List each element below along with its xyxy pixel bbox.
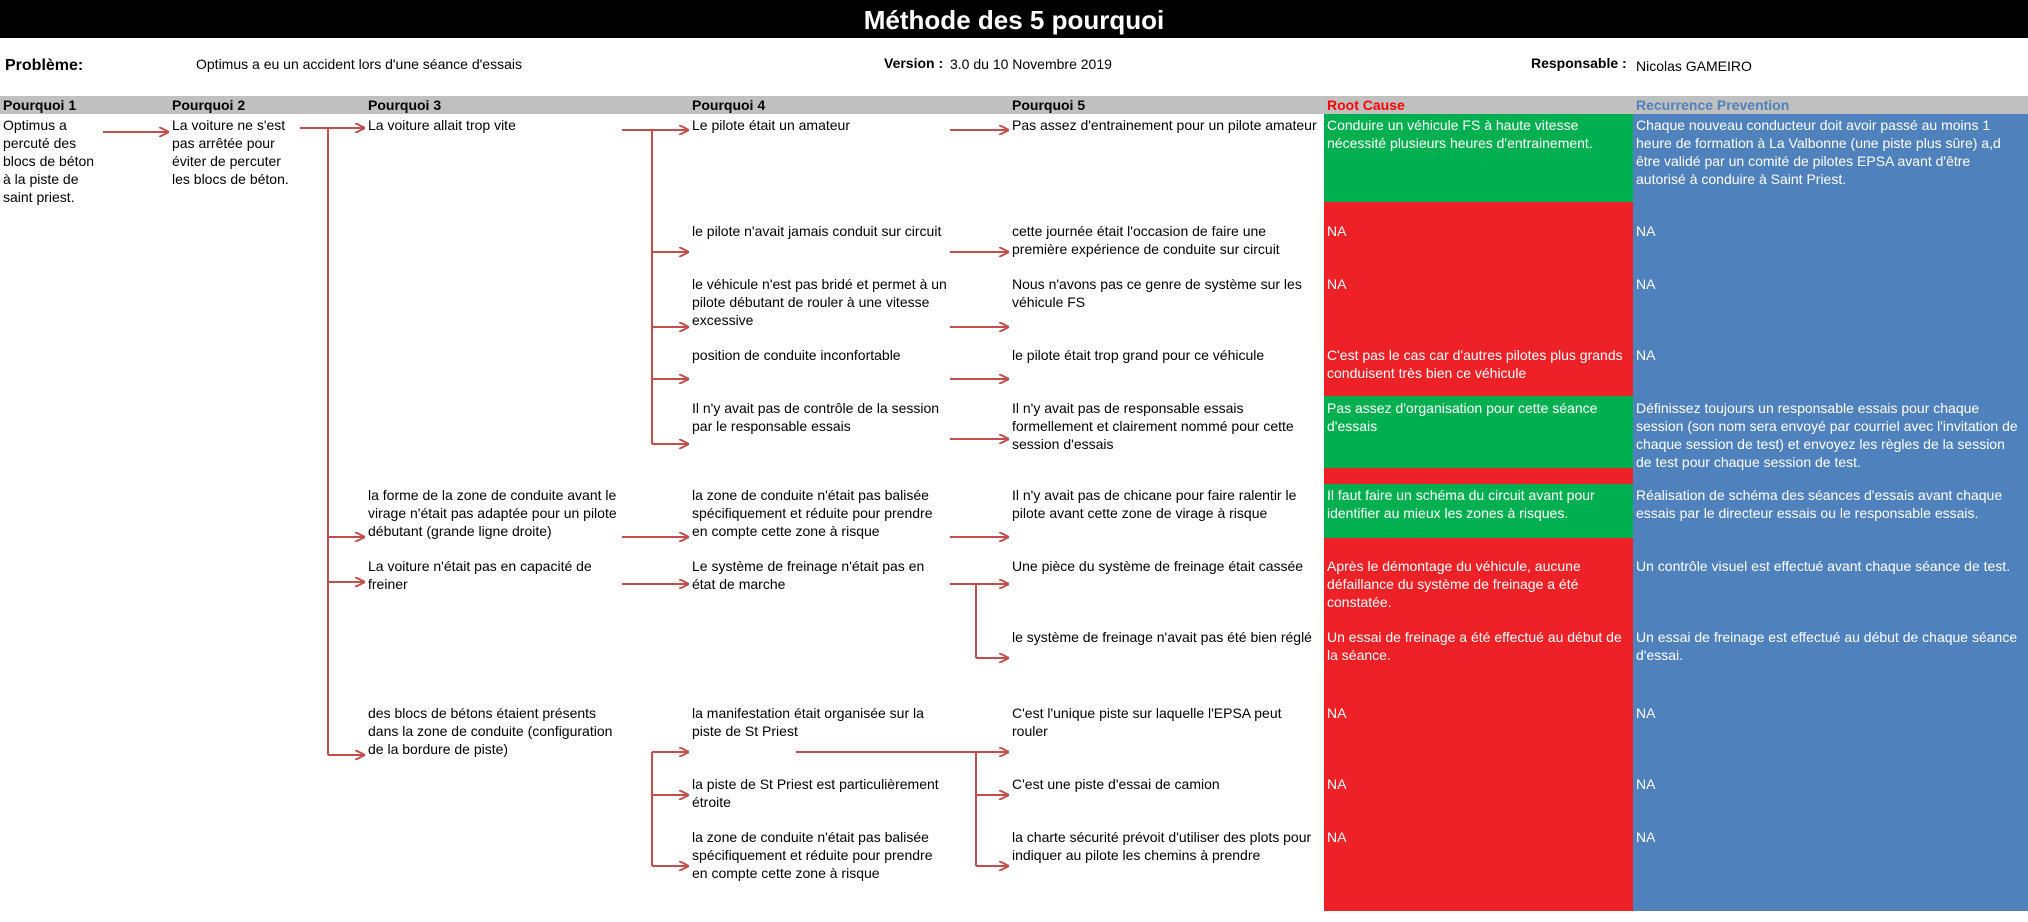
pourquoi-3-item: des blocs de bétons étaient présents dans la zone de conduite (configuration de la bordure de piste)	[368, 705, 617, 757]
col-head-pourquoi-5: Pourquoi 5	[1012, 97, 1086, 113]
pourquoi-5-item: C'est une piste d'essai de camion	[1012, 776, 1220, 792]
probleme-label: Problème:	[5, 57, 84, 74]
pourquoi-5-item: le système de freinage n'avait pas été bien réglé	[1012, 629, 1312, 645]
pourquoi-4-item: le pilote n'avait jamais conduit sur circuit	[692, 223, 942, 239]
pourquoi-4-item: la zone de conduite n'était pas balisée spécifiquement et réduite pour prendre en compte cette zone à risque	[692, 487, 937, 539]
pourquoi-5-item: Il n'y avait pas de chicane pour faire ralentir le pilote avant cette zone de virage à risque	[1012, 487, 1301, 521]
pourquoi-4-item: la piste de St Priest est particulièrement étroite	[692, 776, 943, 810]
prevention-item: NA	[1636, 223, 1656, 239]
prevention-item: NA	[1636, 829, 1656, 845]
pourquoi-2-text: La voiture ne s'est pas arrêtée pour éviter de percuter les blocs de béton.	[172, 117, 290, 187]
col-head-recurrence-prevention: Recurrence Prevention	[1636, 97, 1790, 113]
version-value: 3.0 du 10 Novembre 2019	[950, 56, 1112, 72]
prevention-item: Un contrôle visuel est effectué avant chaque séance de test.	[1636, 558, 2011, 574]
root-cause-item: Après le démontage du véhicule, aucune défaillance du système de freinage a été constatée.	[1327, 558, 1585, 610]
root-cause-item: C'est pas le cas car d'autres pilotes plus grands conduisent très bien ce véhicule	[1327, 347, 1627, 381]
pourquoi-5-item: cette journée était l'occasion de faire une première expérience de conduite sur circuit	[1012, 223, 1280, 257]
pourquoi-5-item: le pilote était trop grand pour ce véhicule	[1012, 347, 1265, 363]
root-cause-item: Pas assez d'organisation pour cette séance d'essais	[1327, 400, 1602, 434]
col-head-pourquoi-1: Pourquoi 1	[3, 97, 77, 113]
pourquoi-3-item: La voiture n'était pas en capacité de freiner	[368, 558, 596, 592]
prevention-item: Réalisation de schéma des séances d'essais avant chaque essais par le directeur essais ou le responsable essais.	[1636, 487, 2007, 521]
prevention-item: Un essai de freinage est effectué au début de chaque séance d'essai.	[1636, 629, 2022, 663]
pourquoi-4-item: Il n'y avait pas de contrôle de la session par le responsable essais	[692, 400, 943, 434]
col-head-pourquoi-3: Pourquoi 3	[368, 97, 442, 113]
root-cause-item: NA	[1327, 829, 1347, 845]
pourquoi-4-item: le véhicule n'est pas bridé et permet à un pilote débutant de rouler à une vitesse excessive	[692, 276, 951, 328]
root-cause-item: NA	[1327, 276, 1347, 292]
root-cause-item: Il faut faire un schéma du circuit avant pour identifier au mieux les zones à risques.	[1327, 487, 1599, 521]
root-cause-item: Un essai de freinage a été effectué au début de la séance.	[1327, 629, 1626, 663]
pourquoi-1-text: Optimus a percuté des blocs de béton à la piste de saint priest.	[3, 117, 98, 205]
probleme-value: Optimus a eu un accident lors d'une séance d'essais	[196, 56, 522, 72]
pourquoi-4-item: la manifestation était organisée sur la piste de St Priest	[692, 705, 928, 739]
pourquoi-5-item: Une pièce du système de freinage était cassée	[1012, 558, 1304, 574]
pourquoi-3-item: la forme de la zone de conduite avant le virage n'était pas adaptée pour un pilote débutant (grande ligne droite)	[368, 487, 621, 539]
responsable-label: Responsable :	[1531, 55, 1627, 71]
root-cause-item: NA	[1327, 223, 1347, 239]
pourquoi-3-item: La voiture allait trop vite	[368, 117, 516, 133]
responsable-value: Nicolas GAMEIRO	[1636, 58, 1752, 74]
pourquoi-5-item: la charte sécurité prévoit d'utiliser des plots pour indiquer au pilote les chemins à prendre	[1012, 829, 1316, 863]
pourquoi-5-item: Nous n'avons pas ce genre de système sur les véhicule FS	[1012, 276, 1306, 310]
pourquoi-4-item: position de conduite inconfortable	[692, 347, 901, 363]
root-cause-item: NA	[1327, 776, 1347, 792]
prevention-item: NA	[1636, 276, 1656, 292]
pourquoi-4-item: la zone de conduite n'était pas balisée spécifiquement et réduite pour prendre en compte cette zone à risque	[692, 829, 937, 881]
pourquoi-4-item: Le système de freinage n'était pas en état de marche	[692, 558, 929, 592]
prevention-item: Chaque nouveau conducteur doit avoir passé au moins 1 heure de formation à La Valbonne (une piste plus sûre) a,d être validé par un comité de pilotes EPSA avant d'être autorisé à conduire à Saint Priest.	[1636, 117, 2005, 187]
pourquoi-5-item: Il n'y avait pas de responsable essais formellement et clairement nommé pour cette session d'essais	[1012, 400, 1298, 452]
col-head-pourquoi-2: Pourquoi 2	[172, 97, 246, 113]
col-head-pourquoi-4: Pourquoi 4	[692, 97, 766, 113]
pourquoi-5-item: C'est l'unique piste sur laquelle l'EPSA peut rouler	[1012, 705, 1286, 739]
root-cause-item: NA	[1327, 705, 1347, 721]
prevention-item: NA	[1636, 347, 1656, 363]
prevention-item: Définissez toujours un responsable essais pour chaque session (son nom sera envoyé par courriel avec l'invitation de chaque session de test) et envoyez les règles de la session de test pour chaque session de test.	[1636, 400, 2022, 470]
col-head-root-cause: Root Cause	[1327, 97, 1405, 113]
prevention-item: NA	[1636, 776, 1656, 792]
pourquoi-5-item: Pas assez d'entrainement pour un pilote amateur	[1012, 117, 1317, 133]
root-cause-item: Conduire un véhicule FS à haute vitesse nécessité plusieurs heures d'entrainement.	[1327, 117, 1593, 151]
pourquoi-4-item: Le pilote était un amateur	[692, 117, 850, 133]
page-title: Méthode des 5 pourquoi	[0, 0, 2028, 38]
prevention-item: NA	[1636, 705, 1656, 721]
version-label: Version :	[884, 55, 944, 71]
